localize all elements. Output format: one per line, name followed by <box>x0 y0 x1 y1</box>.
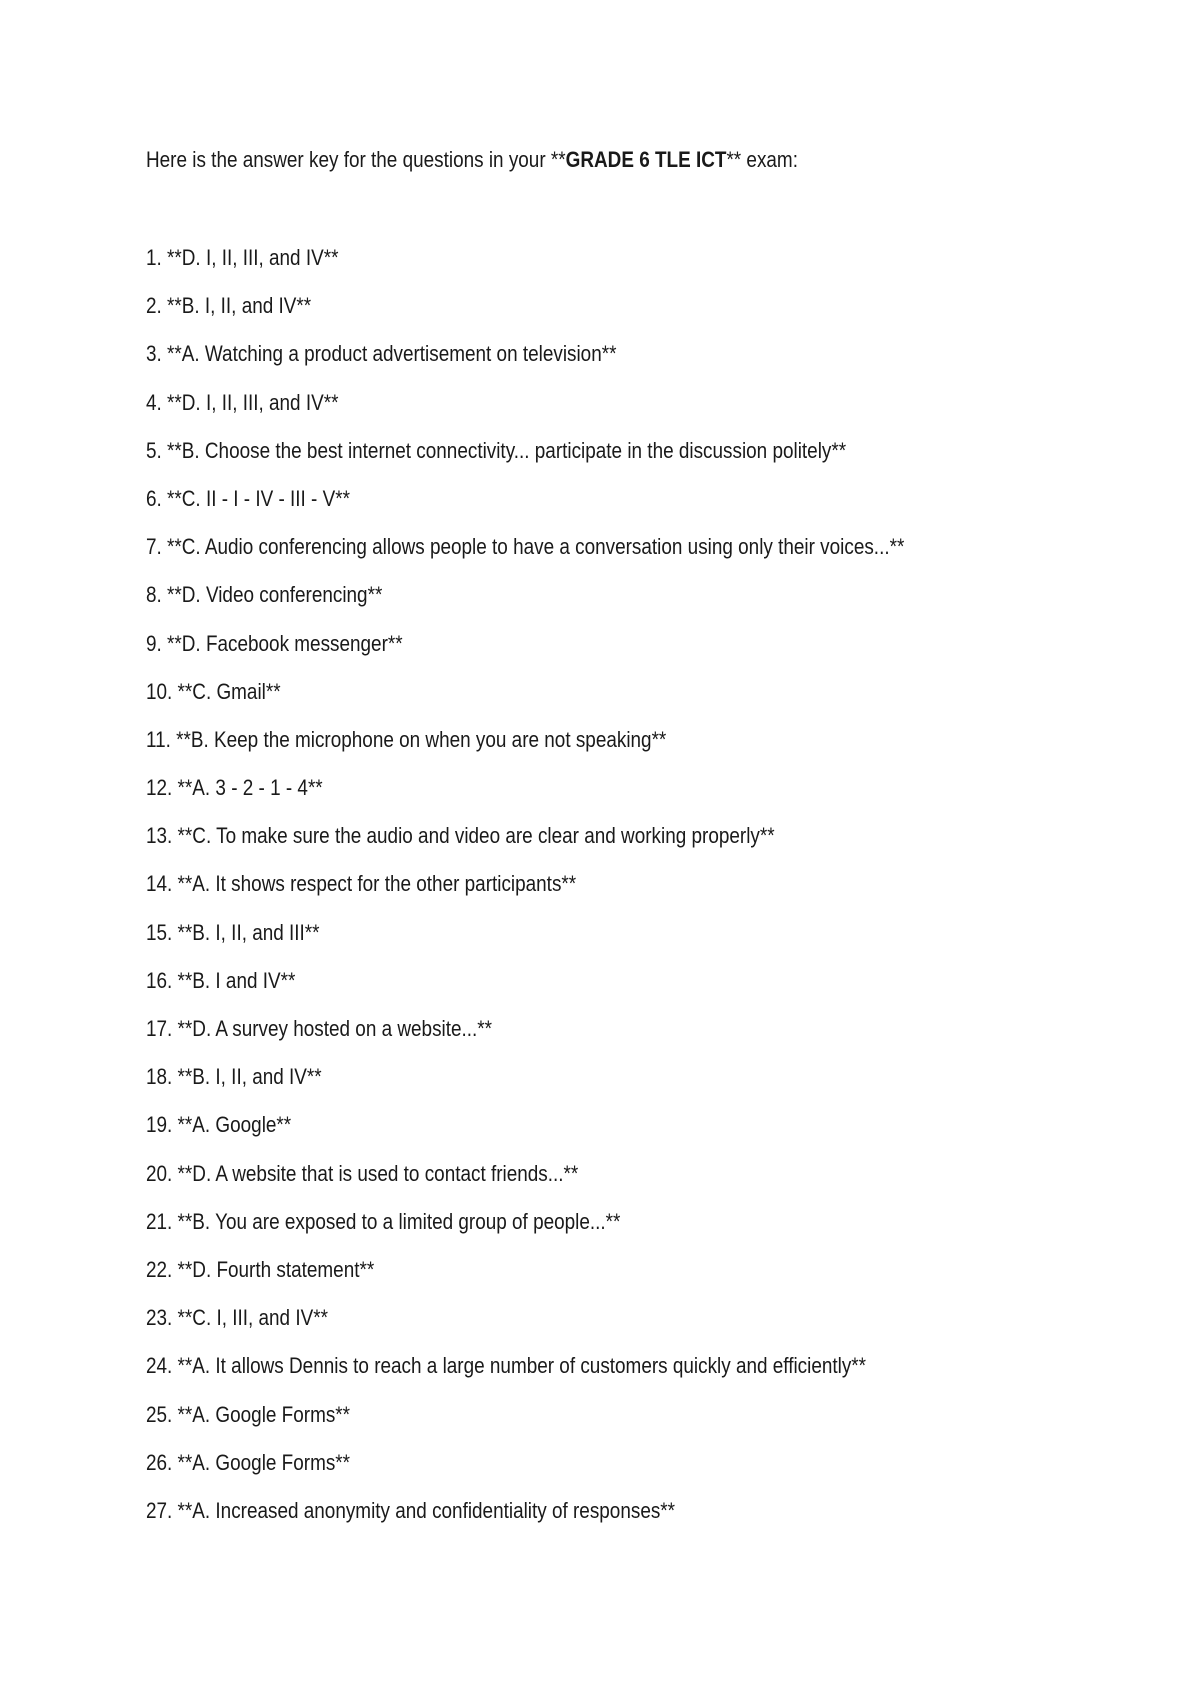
answer-item: 25. **A. Google Forms** <box>146 1401 351 1427</box>
intro-paragraph <box>146 145 972 175</box>
answer-item: 13. **C. To make sure the audio and video are clear and working properly** <box>146 823 775 849</box>
intro-suffix: ** exam: <box>726 147 798 172</box>
answer-item: 23. **C. I, III, and IV** <box>146 1305 328 1331</box>
answer-item: 10. **C. Gmail** <box>146 678 281 704</box>
answer-item: 4. **D. I, II, III, and IV** <box>146 389 339 415</box>
answer-item: 17. **D. A survey hosted on a website...** <box>146 1016 493 1041</box>
answer-item: 5. **B. Choose the best internet connectivity... participate in the discussion politely** <box>146 437 847 463</box>
answer-item: 12. **A. 3 - 2 - 1 - 4** <box>146 775 323 801</box>
answer-item: 27. **A. Increased anonymity and confidentiality of responses** <box>146 1497 676 1523</box>
answer-item: 24. **A. It allows Dennis to reach a large number of customers quickly and efficiently** <box>146 1353 867 1379</box>
answer-item: 8. **D. Video conferencing** <box>146 582 383 608</box>
answer-item: 26. **A. Google Forms** <box>146 1449 351 1475</box>
intro-bold-title: GRADE 6 TLE ICT <box>565 147 727 172</box>
answer-item: 3. **A. Watching a product advertisement on television** <box>146 341 617 367</box>
document-body <box>146 145 1106 1544</box>
answer-key-list <box>146 243 1106 1526</box>
answer-item: 20. **D. A website that is used to contact friends...** <box>146 1160 579 1186</box>
answer-item: 19. **A. Google** <box>146 1112 292 1138</box>
answer-item: 21. **B. You are exposed to a limited group of people...** <box>146 1208 621 1234</box>
answer-item: 14. **A. It shows respect for the other participants** <box>146 871 577 897</box>
answer-item: 22. **D. Fourth statement** <box>146 1256 375 1282</box>
answer-item: 9. **D. Facebook messenger** <box>146 630 403 656</box>
answer-item: 2. **B. I, II, and IV** <box>146 293 312 319</box>
answer-item: 6. **C. II - I - IV - III - V** <box>146 485 350 511</box>
answer-item: 7. **C. Audio conferencing allows people to have a conversation using only their voices...** <box>146 534 905 560</box>
answer-item: 1. **D. I, II, III, and IV** <box>146 245 339 270</box>
answer-item: 15. **B. I, II, and III** <box>146 919 320 945</box>
answer-item: 18. **B. I, II, and IV** <box>146 1064 322 1090</box>
intro-prefix: Here is the answer key for the questions in your ** <box>146 147 566 172</box>
answer-item: 11. **B. Keep the microphone on when you are not speaking** <box>146 726 667 752</box>
answer-item: 16. **B. I and IV** <box>146 967 296 993</box>
